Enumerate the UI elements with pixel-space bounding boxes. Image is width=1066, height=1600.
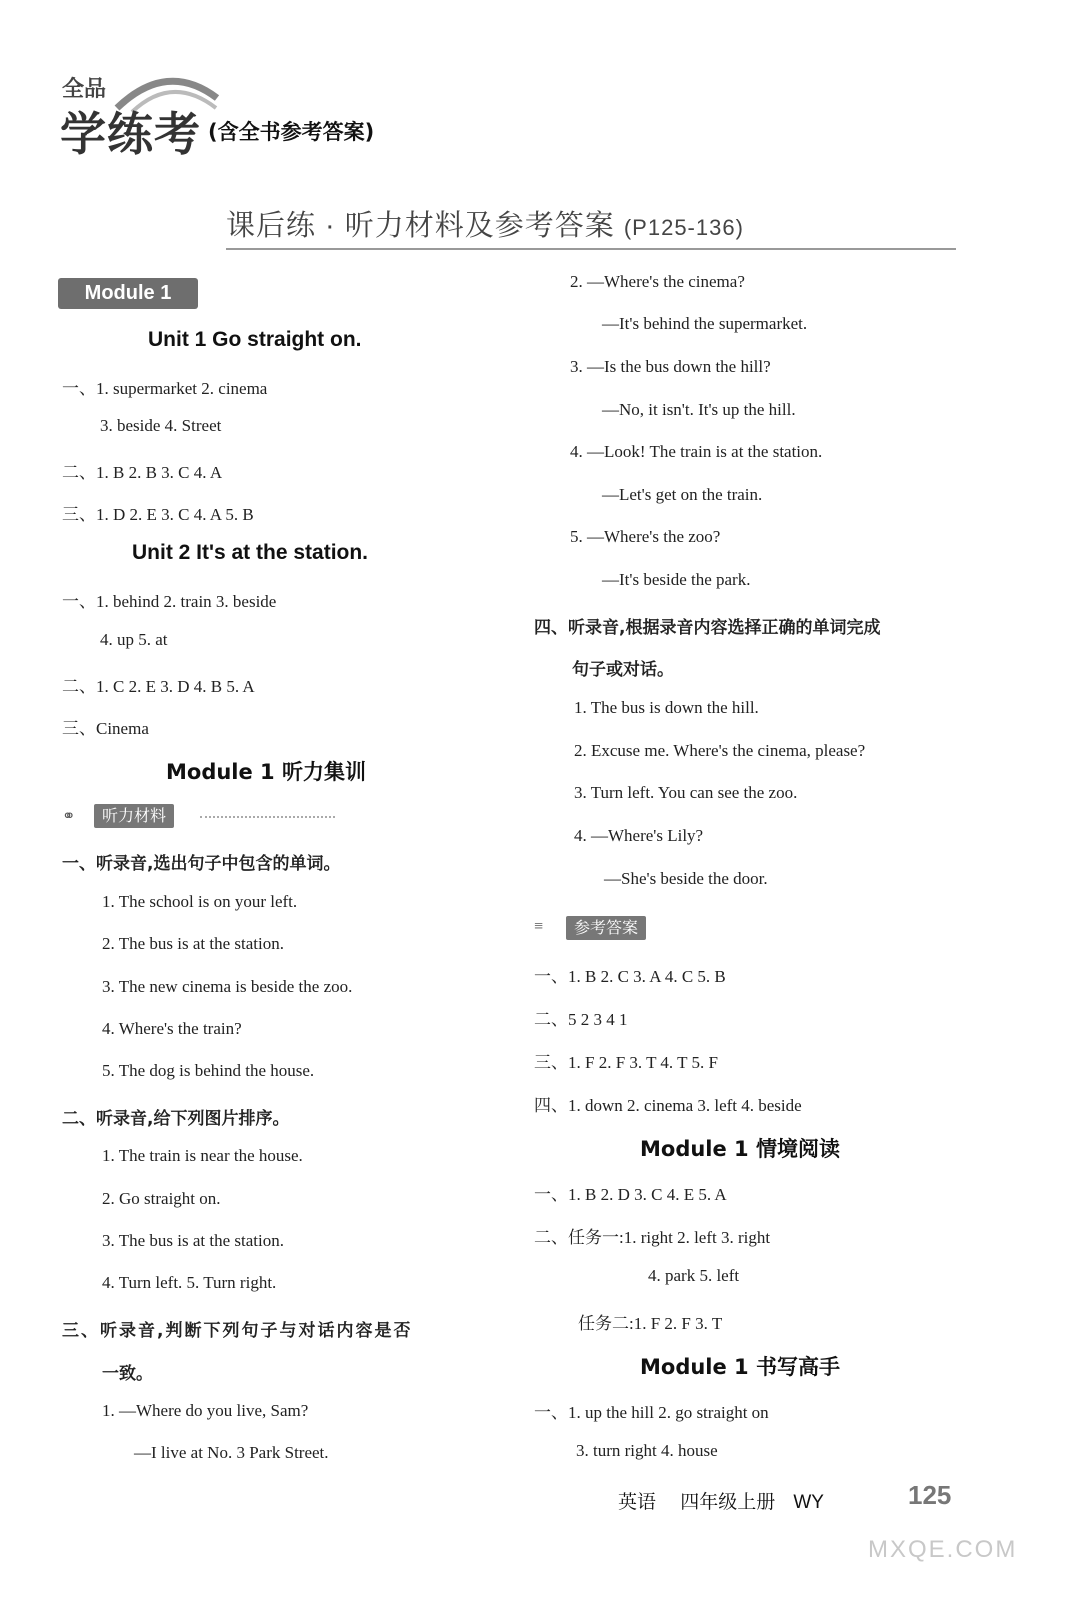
- unit2-line: 三、Cinema: [62, 719, 149, 738]
- dialog-line: 5. —Where's the zoo?: [570, 527, 721, 546]
- dialog-line: —No, it isn't. It's up the hill.: [602, 400, 796, 419]
- dialog-line: —It's beside the park.: [602, 570, 751, 589]
- listening-section-title: Module 1 听力集训: [166, 760, 366, 784]
- footer-subject: 英语: [618, 1491, 657, 1513]
- headphones-icon: ⚭: [62, 808, 76, 825]
- section3-title-cont: 一致。: [102, 1364, 153, 1384]
- watermark-text: MXQE.COM: [868, 1536, 1018, 1563]
- section4-title: 四、听录音,根据录音内容选择正确的单词完成: [534, 618, 881, 638]
- section2-title: 二、听录音,给下列图片排序。: [62, 1109, 290, 1129]
- section3-title: 三、听录音,判断下列句子与对话内容是否: [62, 1321, 413, 1341]
- page-footer: [618, 1487, 824, 1514]
- module-badge: Module 1: [58, 278, 198, 309]
- dialog-line: 4. —Look! The train is at the station.: [570, 442, 823, 461]
- section1-title: 一、听录音,选出句子中包含的单词。: [62, 854, 341, 874]
- reading-line: 任务二:1. F 2. F 3. T: [578, 1314, 723, 1333]
- unit1-title: Unit 1 Go straight on.: [148, 328, 362, 351]
- answer-line: 四、1. down 2. cinema 3. left 4. beside: [534, 1096, 802, 1115]
- section3-item: 1. —Where do you live, Sam?: [102, 1401, 309, 1420]
- unit2-title: Unit 2 It's at the station.: [132, 541, 369, 564]
- unit1-line: 二、1. B 2. B 3. C 4. A: [62, 463, 223, 482]
- writing-section-title: Module 1 书写高手: [640, 1355, 840, 1379]
- unit2-line: 二、1. C 2. E 3. D 4. B 5. A: [62, 677, 255, 696]
- section2-item: 3. The bus is at the station.: [102, 1231, 284, 1250]
- page-title-text: 课后练 · 听力材料及参考答案: [226, 210, 615, 242]
- section1-item: 4. Where's the train?: [102, 1019, 242, 1038]
- reading-line: 4. park 5. left: [648, 1266, 740, 1285]
- title-divider: [226, 248, 956, 250]
- page-range: (P125-136): [623, 215, 744, 240]
- answers-tag: 参考答案: [566, 916, 646, 940]
- section4-item: 2. Excuse me. Where's the cinema, please?: [574, 741, 866, 760]
- reading-line: 二、任务一:1. right 2. left 3. right: [534, 1228, 771, 1247]
- tag-dotted-rule: [200, 816, 335, 818]
- dialog-line: —Let's get on the train.: [602, 485, 763, 504]
- section3-item: —I live at No. 3 Park Street.: [134, 1443, 329, 1462]
- reading-line: 一、1. B 2. D 3. C 4. E 5. A: [534, 1185, 727, 1204]
- listening-material-tag: 听力材料: [94, 804, 174, 828]
- answer-line: 一、1. B 2. C 3. A 4. C 5. B: [534, 967, 726, 986]
- footer-edition: WY: [793, 1492, 824, 1513]
- answer-line: 二、5 2 3 4 1: [534, 1010, 628, 1029]
- writing-line: 3. turn right 4. house: [576, 1441, 718, 1460]
- section4-item: 4. —Where's Lily?: [574, 826, 704, 845]
- dialog-line: 2. —Where's the cinema?: [570, 272, 745, 291]
- section2-item: 4. Turn left. 5. Turn right.: [102, 1273, 277, 1292]
- section1-item: 5. The dog is behind the house.: [102, 1061, 315, 1080]
- unit1-line: 三、1. D 2. E 3. C 4. A 5. B: [62, 505, 254, 524]
- logo-note: (含全书参考答案): [208, 120, 375, 144]
- section4-item: 1. The bus is down the hill.: [574, 698, 759, 717]
- dialog-line: —It's behind the supermarket.: [602, 314, 808, 333]
- unit2-line: 4. up 5. at: [100, 630, 168, 649]
- section4-title-cont: 句子或对话。: [572, 660, 674, 680]
- answer-mark-icon: ≡: [534, 918, 544, 935]
- section1-item: 3. The new cinema is beside the zoo.: [102, 977, 353, 996]
- page-number: 125: [908, 1480, 952, 1510]
- section1-item: 2. The bus is at the station.: [102, 934, 284, 953]
- reading-section-title: Module 1 情境阅读: [640, 1137, 840, 1161]
- section4-item: 3. Turn left. You can see the zoo.: [574, 783, 798, 802]
- unit1-line: 一、1. supermarket 2. cinema: [62, 379, 268, 398]
- logo-brand: 学练考: [60, 108, 201, 160]
- writing-line: 一、1. up the hill 2. go straight on: [534, 1403, 769, 1422]
- answer-line: 三、1. F 2. F 3. T 4. T 5. F: [534, 1053, 718, 1072]
- footer-grade: 四年级上册: [680, 1491, 776, 1513]
- unit2-line: 一、1. behind 2. train 3. beside: [62, 592, 277, 611]
- dialog-line: 3. —Is the bus down the hill?: [570, 357, 771, 376]
- section2-item: 1. The train is near the house.: [102, 1146, 303, 1165]
- section1-item: 1. The school is on your left.: [102, 892, 298, 911]
- section2-item: 2. Go straight on.: [102, 1189, 221, 1208]
- unit1-line: 3. beside 4. Street: [100, 416, 222, 435]
- section4-item: —She's beside the door.: [604, 869, 768, 888]
- logo-small-text: 全品: [62, 76, 107, 101]
- page-title: [226, 203, 744, 244]
